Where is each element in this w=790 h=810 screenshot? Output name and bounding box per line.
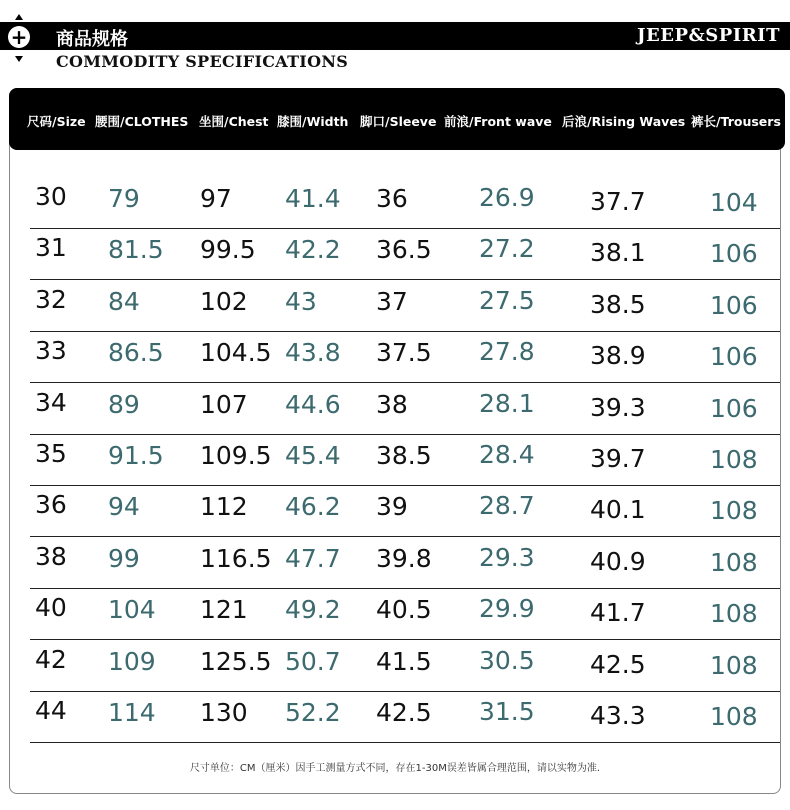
cell-back-rise: 37.7 (590, 187, 646, 216)
cell-size: 42 (35, 644, 67, 674)
cell-knee: 43.8 (285, 338, 341, 368)
cell-length: 108 (710, 599, 758, 629)
table-row (30, 227, 780, 280)
cell-waist: 94 (108, 492, 140, 522)
cell-size: 38 (35, 541, 67, 571)
cell-knee: 42.2 (285, 235, 341, 265)
table-row (30, 176, 780, 229)
cell-leg-opening: 42.5 (376, 698, 432, 727)
cell-front-rise: 26.9 (479, 183, 535, 212)
cell-waist: 84 (108, 286, 140, 316)
cell-knee: 49.2 (285, 595, 341, 625)
cell-waist: 99 (108, 543, 140, 573)
cell-leg-opening: 37.5 (376, 338, 432, 368)
cell-hip: 109.5 (200, 441, 272, 470)
cell-back-rise: 40.9 (590, 546, 646, 576)
cell-front-rise: 27.5 (479, 285, 535, 315)
cell-back-rise: 43.3 (590, 701, 646, 730)
cell-knee: 45.4 (285, 441, 341, 470)
cell-back-rise: 42.5 (590, 649, 646, 679)
cell-waist: 89 (108, 389, 140, 419)
brand-name: JEEP&SPIRIT (637, 25, 780, 46)
cell-length: 108 (710, 547, 758, 577)
cell-waist: 104 (108, 595, 156, 625)
cell-size: 36 (35, 490, 67, 520)
cell-knee: 50.7 (285, 646, 341, 676)
footnote: 尺寸单位：CM（厘米）因手工测量方式不同，存在1-30M误差皆属合理范围，请以实物为准. (189, 763, 601, 774)
table-row (30, 330, 780, 383)
cell-knee: 47.7 (285, 543, 341, 573)
cell-knee: 44.6 (285, 389, 341, 419)
cell-leg-opening: 39.8 (376, 543, 432, 573)
table-row (30, 587, 780, 640)
cell-front-rise: 29.9 (479, 594, 535, 624)
cell-length: 104 (710, 188, 758, 217)
cell-front-rise: 28.7 (479, 491, 535, 521)
cell-hip: 99.5 (200, 235, 256, 265)
cell-front-rise: 28.4 (479, 440, 535, 469)
cell-waist: 79 (108, 184, 140, 213)
cell-back-rise: 39.3 (590, 392, 646, 422)
table-row (30, 279, 780, 332)
cell-front-rise: 27.2 (479, 234, 535, 264)
cell-size: 40 (35, 593, 67, 623)
cell-leg-opening: 39 (376, 492, 408, 522)
cell-length: 108 (710, 702, 758, 731)
cell-size: 32 (35, 284, 67, 314)
cell-hip: 125.5 (200, 646, 272, 676)
cell-back-rise: 40.1 (590, 495, 646, 525)
cell-length: 106 (710, 393, 758, 423)
column-header-waist: 腰围/CLOTHES (95, 114, 189, 129)
cell-leg-opening: 40.5 (376, 595, 432, 625)
page-title: 商品规格 (56, 29, 128, 50)
cell-size: 30 (35, 182, 67, 211)
cell-front-rise: 29.3 (479, 542, 535, 572)
cell-knee: 41.4 (285, 184, 341, 213)
cell-size: 35 (35, 439, 67, 468)
table-row (30, 484, 780, 537)
cell-size: 34 (35, 387, 67, 417)
cell-leg-opening: 36.5 (376, 235, 432, 265)
cell-front-rise: 28.1 (479, 388, 535, 418)
cell-knee: 43 (285, 286, 317, 316)
cell-leg-opening: 38.5 (376, 441, 432, 470)
cell-size: 31 (35, 233, 67, 263)
cell-size: 33 (35, 336, 67, 366)
cell-knee: 46.2 (285, 492, 341, 522)
cell-back-rise: 38.9 (590, 341, 646, 371)
cell-back-rise: 41.7 (590, 598, 646, 628)
cell-back-rise: 38.1 (590, 238, 646, 268)
cell-hip: 130 (200, 698, 248, 727)
cell-length: 106 (710, 342, 758, 372)
cell-back-rise: 39.7 (590, 444, 646, 473)
column-header-knee: 膝围/Width (277, 114, 349, 129)
cell-hip: 116.5 (200, 543, 272, 573)
column-header-hip: 坐围/Chest (199, 114, 269, 129)
plus-circle-icon: + (8, 26, 30, 48)
cell-waist: 81.5 (108, 235, 164, 265)
cell-hip: 97 (200, 184, 232, 213)
table-row (30, 382, 780, 435)
table-header (9, 88, 785, 150)
cell-length: 108 (710, 445, 758, 474)
cell-length: 108 (710, 650, 758, 680)
cell-leg-opening: 37 (376, 286, 408, 316)
column-header-front-rise: 前浪/Front wave (444, 114, 552, 129)
cell-front-rise: 27.8 (479, 337, 535, 367)
cell-length: 106 (710, 290, 758, 320)
cell-waist: 91.5 (108, 441, 164, 470)
cell-length: 108 (710, 496, 758, 526)
cell-front-rise: 31.5 (479, 697, 535, 726)
cell-hip: 104.5 (200, 338, 272, 368)
table-row (30, 536, 780, 589)
column-header-back-rise: 后浪/Rising Waves (562, 114, 686, 129)
cell-leg-opening: 38 (376, 389, 408, 419)
column-header-leg-opening: 脚口/Sleeve (360, 114, 437, 129)
cell-knee: 52.2 (285, 698, 341, 727)
cell-leg-opening: 36 (376, 184, 408, 213)
cell-back-rise: 38.5 (590, 289, 646, 319)
column-header-size: 尺码/Size (27, 114, 86, 129)
cell-front-rise: 30.5 (479, 645, 535, 675)
cell-length: 106 (710, 239, 758, 269)
cell-hip: 107 (200, 389, 248, 419)
column-header-length: 裤长/Trousers (691, 114, 781, 129)
table-row (30, 639, 780, 692)
cell-waist: 86.5 (108, 338, 164, 368)
cell-hip: 121 (200, 595, 248, 625)
page-subtitle: COMMODITY SPECIFICATIONS (56, 52, 349, 71)
cell-hip: 112 (200, 492, 248, 522)
caret-up-icon (15, 14, 23, 20)
cell-hip: 102 (200, 286, 248, 316)
table-row (30, 690, 780, 743)
cell-waist: 114 (108, 698, 156, 727)
caret-down-icon (15, 56, 23, 62)
cell-size: 44 (35, 696, 67, 725)
cell-waist: 109 (108, 646, 156, 676)
table-row (30, 433, 780, 486)
cell-leg-opening: 41.5 (376, 646, 432, 676)
